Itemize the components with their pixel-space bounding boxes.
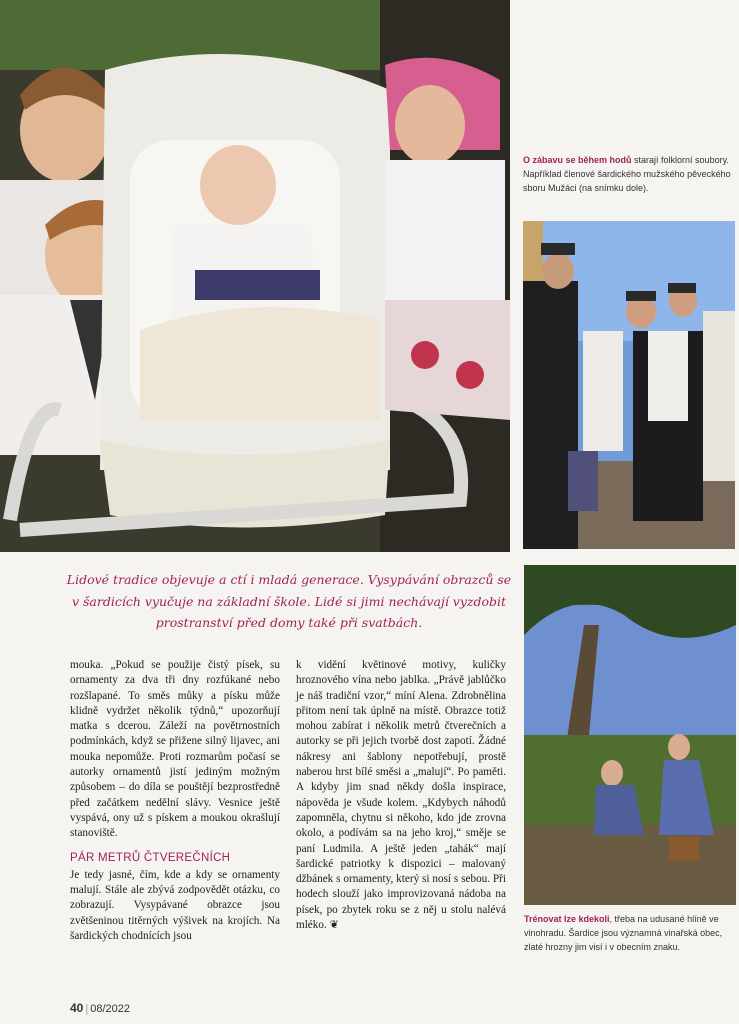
pull-quote: Lidové tradice objevuje a ctí i mladá generace. Vysypávání obrazců se v šardicích vyučuje na základní škole. Lidé si jimi nechávají vyzdobit prostranství před domy také při svatbách. [66,572,512,630]
caption-folk-ensembles [523,153,731,195]
body-paragraph: k vidění květinové motivy, kuličky hroznového vína nebo jablka. „Právě jablůčko je náš tradiční vzor,“ míní Alena. Zdrobnělina přitom není tak úplně na místě. Obrazce totiž mohou zabírat i několik metrů čtverečních a autorky se při jejich tvorbě dost zapotí. Žádné nákresy ani šablony nepotřebují, prostě naberou hrst bílé směsi a „malují“. Po paměti. A kdyby jim snad někdy došla inspirace, nápověda je všude kolem. „Kdybych náhodů zapomněla, chytnu si někoho, kdo jde zrovna okolo, a podívám sa na jeho kroj,“ směje se paní Ludmila. A ještě jeden „tahák“ mají šardické patriotky k dispozici – malovaný džbánek s ornamenty, který si nosí s sebou. Při hodech slouží jako improvizovaná nádoba na písek, po zbytek roku se z něj u stolu nalévá mléko. [296,659,506,932]
caption-top-bold: O zábavu se během hodů [523,155,632,165]
photo-mens-choir [523,221,735,549]
photo-women-in-vineyard [524,565,736,905]
body-paragraph: Je tedy jasné, čím, kde a kdy se ornamenty malují. Stále ale zbývá zodpovědět otázku, co zobrazují. Vysypávané obrazce jsou zvětšeninou titěrných výšivek na krojích. Na šardických chodnících jsou [70,868,280,943]
article-column-right [296,658,506,933]
page-number: 40 [70,1001,84,1015]
body-paragraph: mouka. „Pokud se použije čistý písek, su ornamenty za dva tři dny rozfúkané nebo rozšlapané. To směs můky a písku může klidně vydržet několik týdnů,“ upozorňují matka s dcerou. Záleží na povětrnostních podmínkách, když se přižene silný lijavec, ani mouka nepomůže. Proti rozmarům počasí se autorky ornamentů jistí jediným možným způsobem – do díla se pouštějí bezprostředně před začátkem nedělní slávy. Vesnice ještě vyspává, ony už s pískem a moukou okrašlují stanoviště. [70,659,280,840]
end-mark-icon: ❦ [329,919,339,932]
article-column-left [70,658,280,944]
photo-children-with-pram [0,0,510,552]
section-subheading: PÁR METRŮ ČTVEREČNÍCH [70,851,231,864]
caption-bottom-text: , třeba na udusané hlíně ve vinohradu. Šardice jsou významná vinařská obec, zlaté hrozny jim visí i v obecním znaku. [524,914,723,952]
issue-label: 08/2022 [90,1003,130,1015]
page-footer [70,1001,130,1015]
footer-separator: | [85,1003,89,1015]
caption-vineyard [524,912,734,954]
caption-top-text: starají folklorní soubory. Například členové šardického mužského pěveckého sboru Mužáci (na snímku dole). [523,155,731,193]
caption-bottom-bold: Trénovat lze kdekoli [524,914,610,924]
